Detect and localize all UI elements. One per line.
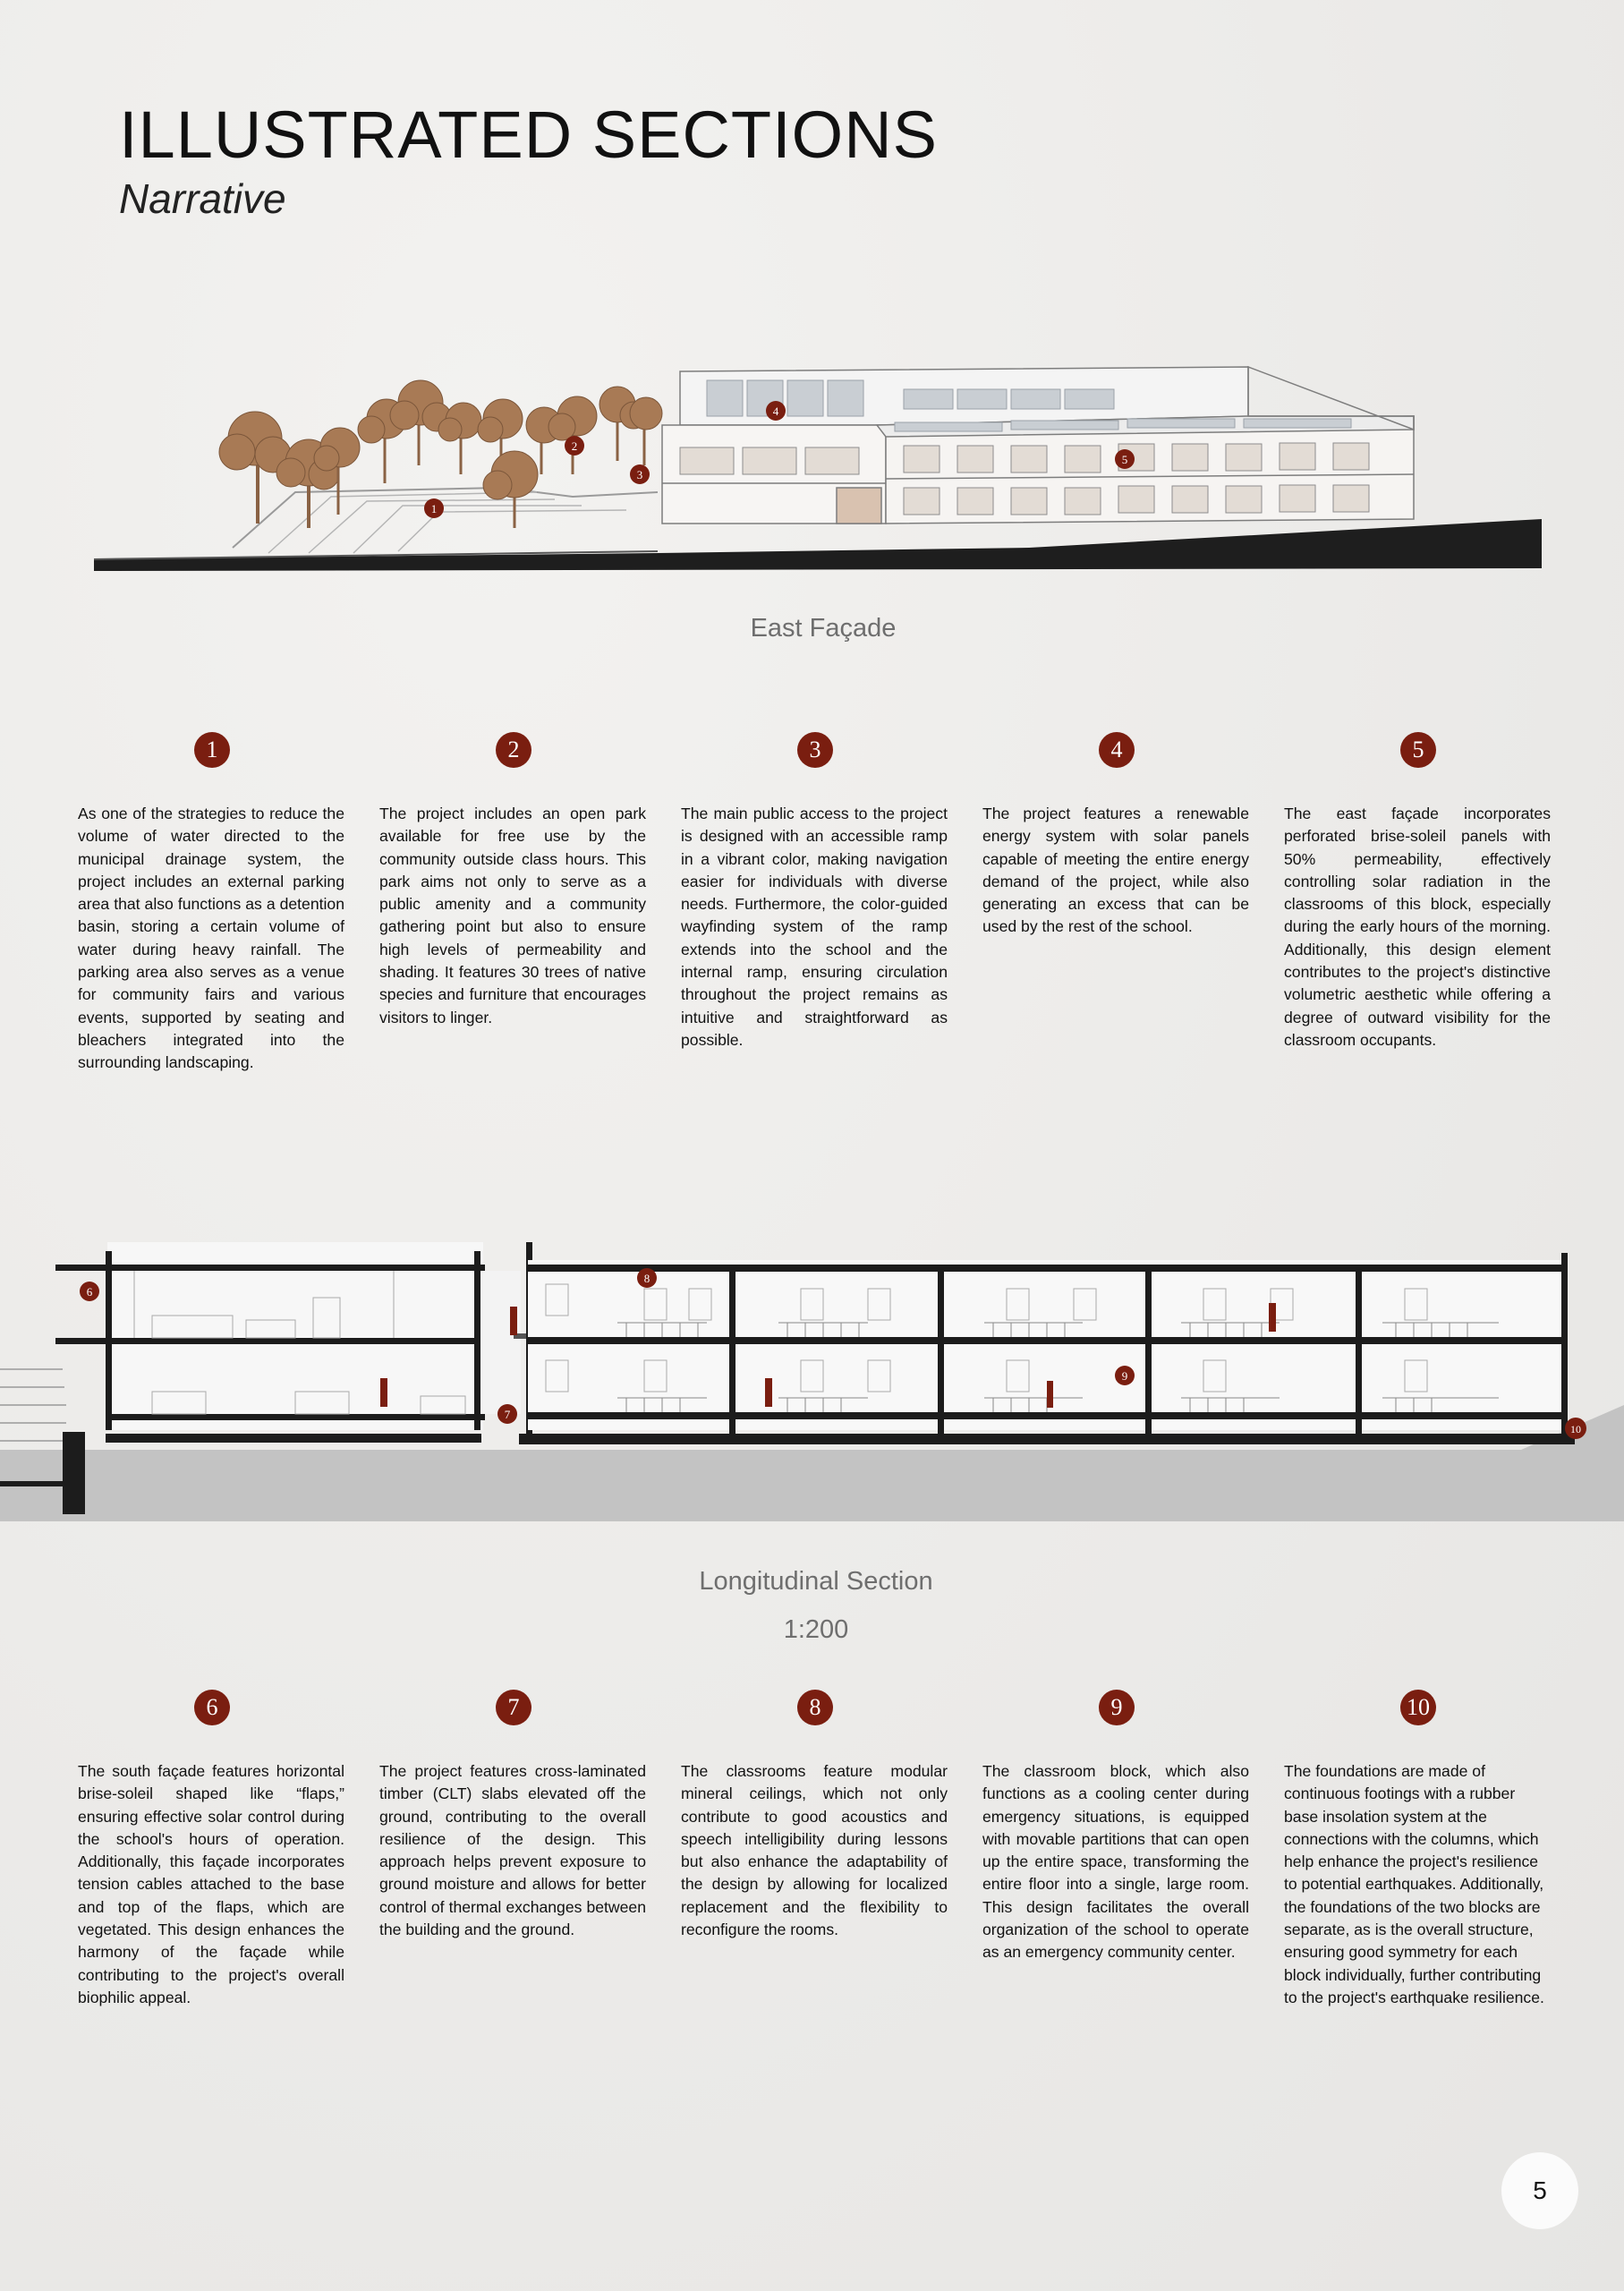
note-text-4: The project features a renewable energy system with solar panels capable of meeting the entire energy demand of the project, while also generating an excess that can be used by the rest of the school. [982, 805, 1249, 936]
note-text-2: The project includes an open park available for free use by the community outside class hours. This park aims not only to serve as a public amenity and a community gathering point but also to ensure high levels of permeability and shading. It features 30 trees of native species and furniture that encourages visitors to linger. [379, 805, 646, 1026]
east-facade-caption: East Façade [750, 614, 897, 643]
svg-text:2: 2 [571, 439, 578, 453]
page-subtitle: Narrative [119, 175, 286, 222]
facade-marker-3 [630, 464, 650, 484]
facade-marker-2 [565, 436, 584, 456]
note-badge-3: 3 [797, 732, 833, 768]
facade-ground [94, 519, 1542, 571]
page-number: 5 [1501, 2152, 1578, 2229]
note-badge-4: 4 [1099, 732, 1135, 768]
note-badge-7: 7 [496, 1690, 531, 1725]
svg-text:7: 7 [504, 1408, 511, 1421]
page-title: ILLUSTRATED SECTIONS [119, 98, 939, 172]
classroom-block [519, 1253, 1575, 1444]
section-caption: Longitudinal Section [699, 1567, 933, 1596]
section-marker-7 [497, 1404, 517, 1424]
note-text-8: The classrooms feature modular mineral ceilings, which not only contribute to good acoustics and speech intelligibility during lessons but also enhance the adaptability of the design by allowing for localized replacement and the flexibility to reconfigure the rooms. [681, 1762, 948, 1939]
note-text-10: The foundations are made of continuous footings with a rubber base insolation system at the connections with the columns, which help enhance the project's resilience to potential earthquakes. Additionally, the foundations of the two blocks are separate, as is the overall structure, ensuring good symmetry for each block individually, further contributing to the project's earthquake resilience. [1284, 1762, 1544, 2006]
svg-text:10: 10 [1570, 1423, 1581, 1435]
section-marker-10 [1565, 1418, 1586, 1439]
note-text-3: The main public access to the project is designed with an accessible ramp in a vibrant color, making navigation easier for individuals with diverse needs. Furthermore, the color-guided wayfinding system of the ramp extends into the school and the internal ramp, ensuring circulation throughout the project remains as intuitive and straightforward as possible. [681, 805, 948, 1049]
note-text-1: As one of the strategies to reduce the volume of water directed to the municipal drainage system, the project includes an external parking area that also functions as a detention basin, storing a certain volume of water during heavy rainfall. The parking area also serves as a venue for community fairs and various events, supported by seating and bleachers integrated into the surrounding landscaping. [78, 805, 344, 1072]
svg-text:9: 9 [1121, 1369, 1128, 1383]
note-text-7: The project features cross-laminated timber (CLT) slabs elevated off the ground, contributing to the overall resilience of the design. This approach helps prevent exposure to ground moisture and allows for better control of thermal exchanges between the building and the ground. [379, 1762, 646, 1939]
note-text-9: The classroom block, which also functions as a cooling center during emergency situations, is equipped with movable partitions that can open up the entire space, transforming the entire floor into a single, large room. This design facilitates the overall organization of the school to operate as an emergency community center. [982, 1762, 1249, 1962]
facade-marker-4 [766, 401, 786, 421]
parking-ramp-lines [233, 488, 658, 548]
svg-text:8: 8 [643, 1272, 650, 1285]
section-marker-9 [1115, 1366, 1135, 1385]
section-marker-6 [80, 1282, 99, 1301]
svg-text:3: 3 [636, 468, 643, 481]
longitudinal-section-drawing [0, 1235, 1624, 1521]
section-scale: 1:200 [783, 1615, 849, 1644]
facade-marker-5 [1115, 449, 1135, 469]
exterior-steps [0, 1369, 66, 1441]
school-building [662, 367, 1414, 524]
svg-text:4: 4 [772, 405, 779, 418]
note-text-6: The south façade features horizontal brise-soleil shaped like “flaps,” ensuring effective solar control during the school's hours of operation. Additionally, this façade incorporates tension cables attached to the base and top of the flaps, which are vegetated. This design enhances the harmony of the façade while contributing to the project's overall biophilic appeal. [78, 1762, 344, 2006]
note-badge-2: 2 [496, 732, 531, 768]
svg-text:1: 1 [430, 502, 438, 515]
note-badge-10: 10 [1400, 1690, 1436, 1725]
left-block [55, 1242, 485, 1443]
east-facade-drawing [0, 340, 1624, 591]
facade-marker-1 [424, 498, 444, 518]
svg-text:5: 5 [1121, 453, 1128, 466]
note-badge-1: 1 [194, 732, 230, 768]
note-badge-9: 9 [1099, 1690, 1135, 1725]
note-badge-5: 5 [1400, 732, 1436, 768]
note-badge-6: 6 [194, 1690, 230, 1725]
section-marker-8 [637, 1268, 657, 1288]
note-text-5: The east façade incorporates perforated brise-soleil panels with 50% permeability, effectively controlling solar radiation in the classrooms of this block, especially during the early hours of the morning. Additionally, this design element contributes to the project's distinctive volumetric aesthetic while offering a degree of outward visibility for the classroom occupants. [1284, 805, 1551, 1049]
note-badge-8: 8 [797, 1690, 833, 1725]
svg-text:6: 6 [86, 1285, 93, 1299]
